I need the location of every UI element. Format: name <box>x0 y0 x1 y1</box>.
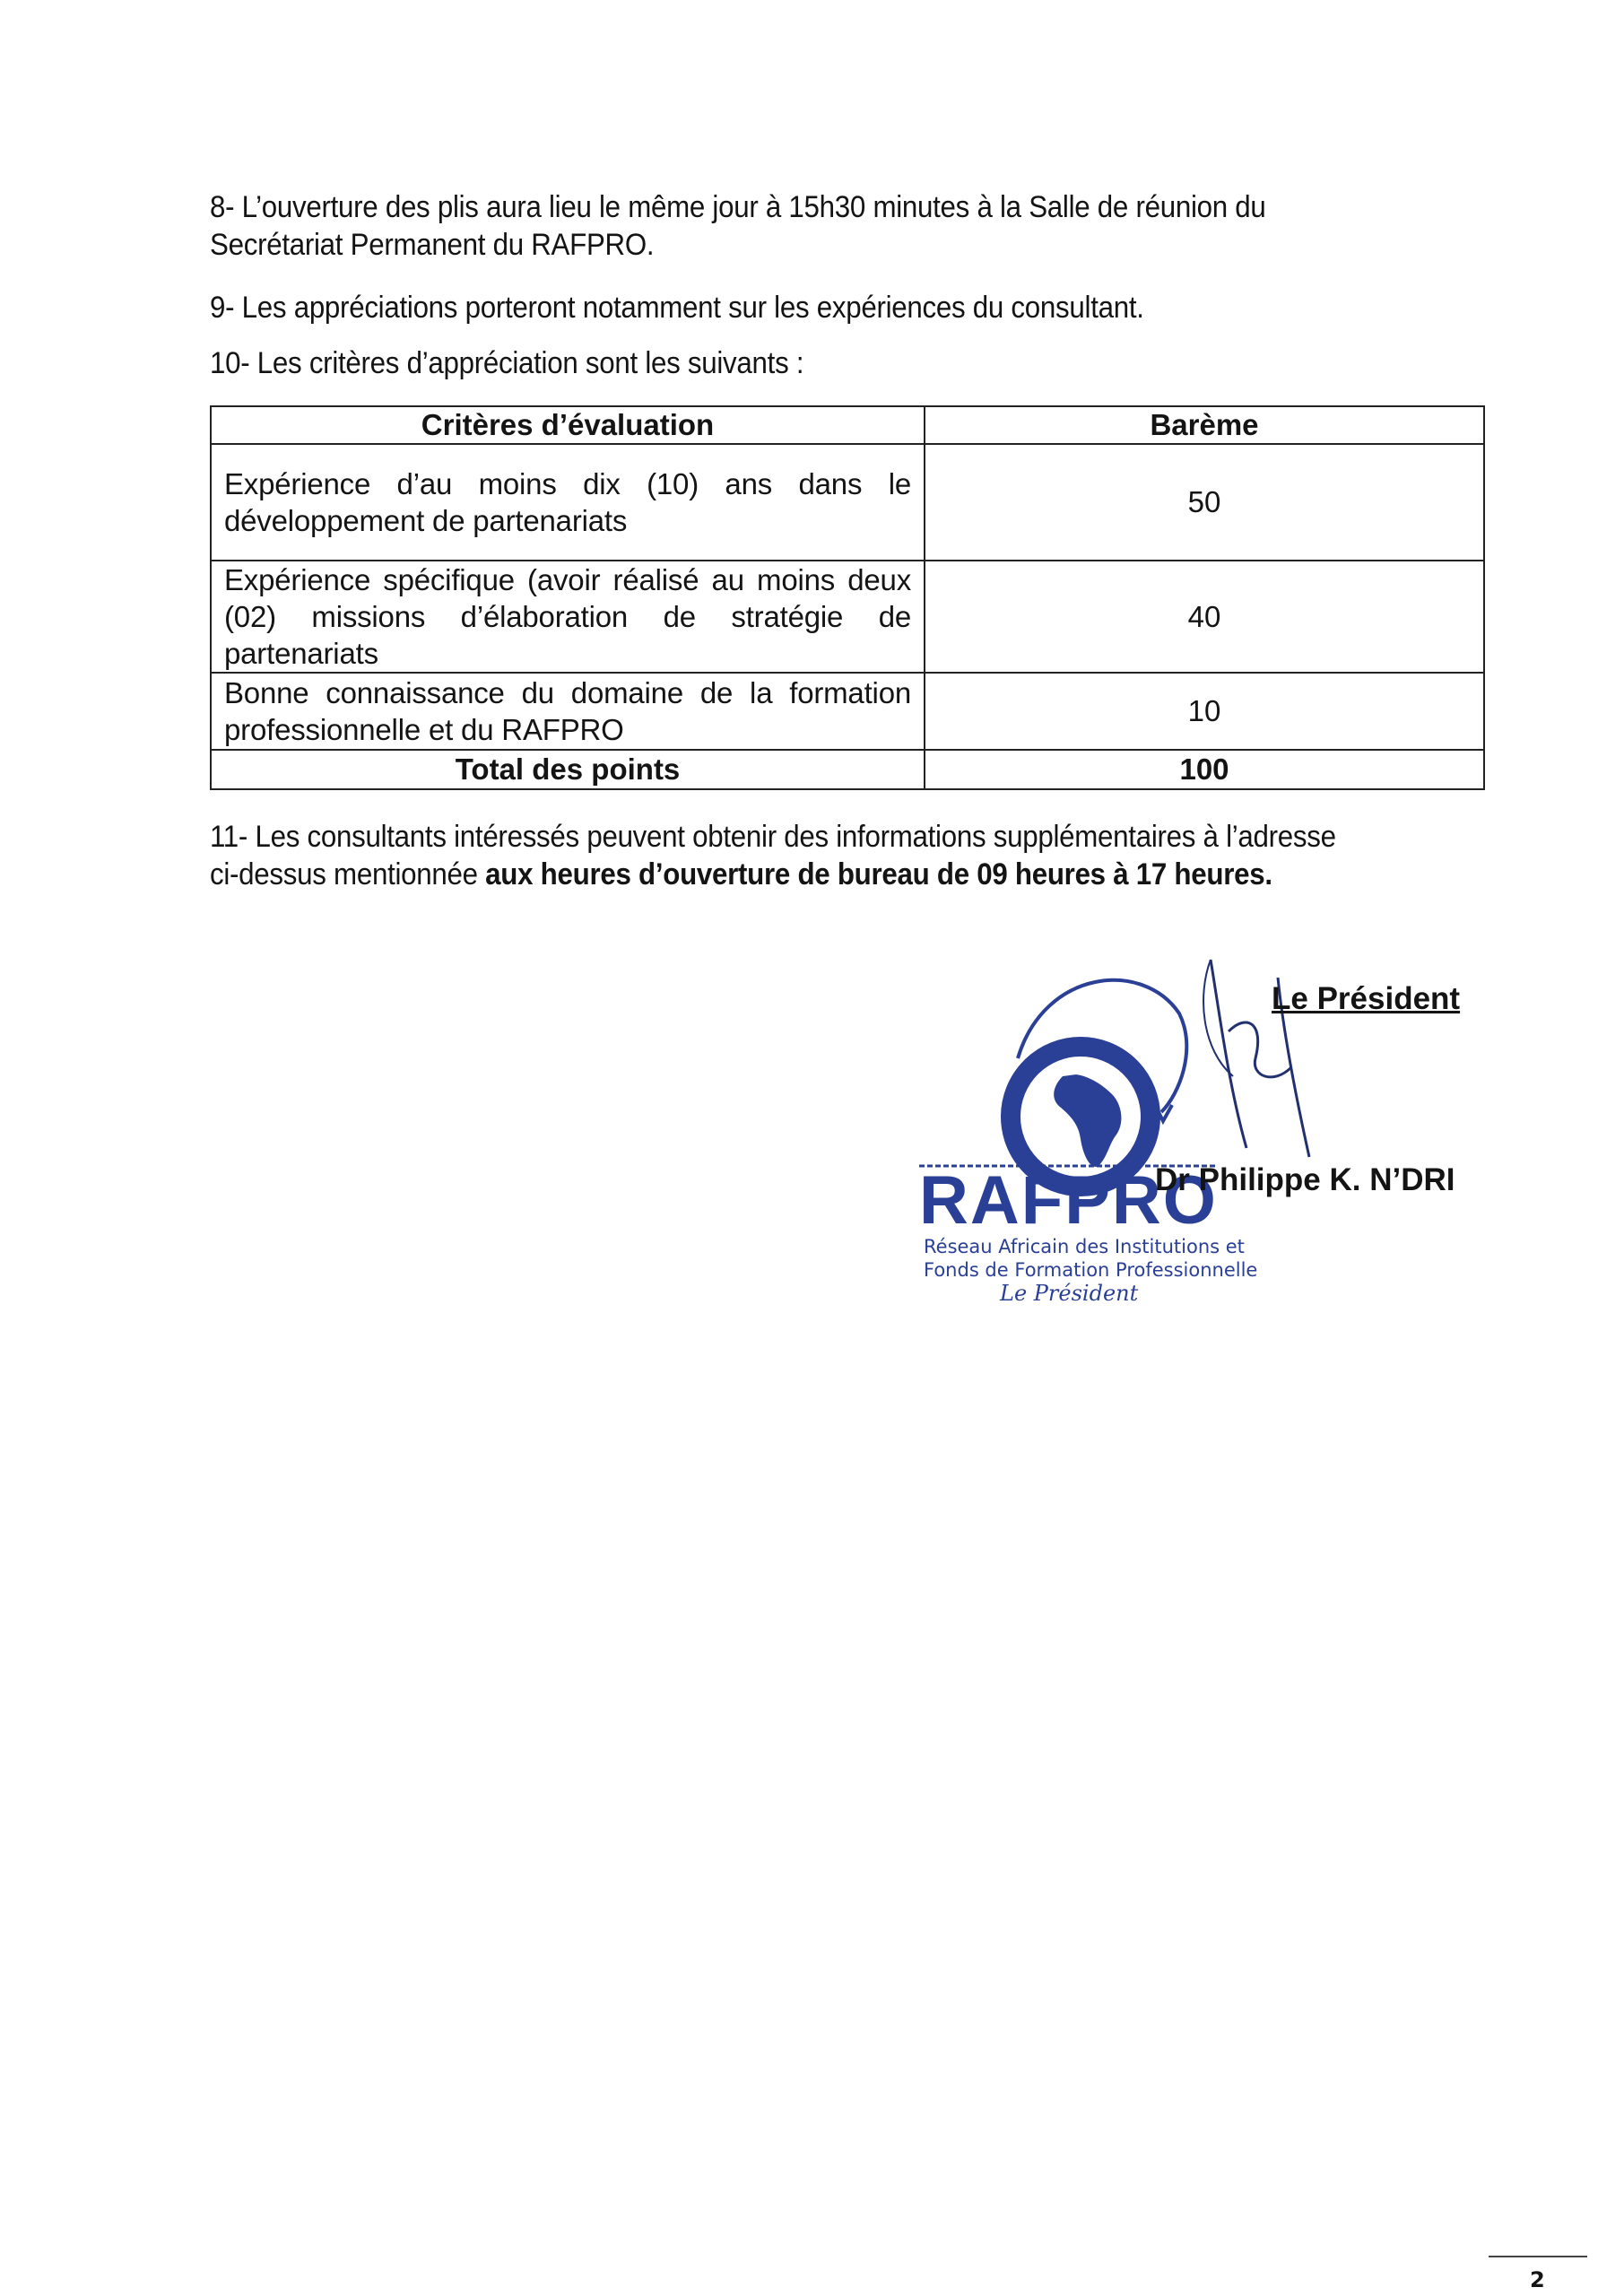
criterion-cell: Expérience d’au moins dix (10) ans dans le développement de partenariats <box>211 444 925 561</box>
total-score: 100 <box>925 750 1484 789</box>
table-header-row <box>211 406 1484 444</box>
paragraph-11-text: 11- Les consultants intéressés peuvent obtenir des informations supplémentaires à l’adresse ci-dessus mentionnée <box>210 820 1336 891</box>
paragraph-9: 9- Les appréciations porteront notamment sur les expériences du consultant. <box>210 291 1144 325</box>
stamp-logo-text: RAFPRO <box>919 1162 1218 1239</box>
signatory-title: Le Président <box>1272 981 1461 1016</box>
score-cell: 10 <box>925 673 1484 750</box>
table-row <box>211 561 1484 673</box>
score-cell: 50 <box>925 444 1484 561</box>
table-row <box>211 444 1484 561</box>
total-label: Total des points <box>211 750 925 789</box>
total-row <box>211 750 1484 789</box>
signatory-name: Dr Philippe K. N’DRI <box>1155 1162 1455 1197</box>
stamp-line-1: Réseau Africain des Institutions et <box>924 1236 1245 1257</box>
table-row <box>211 673 1484 750</box>
paragraph-11 <box>210 818 1349 893</box>
paragraph-8: 8- L’ouverture des plis aura lieu le même jour à 15h30 minutes à la Salle de réunion du Secrétariat Permanent du RAFPRO. <box>210 190 1266 262</box>
paragraph-10: 10- Les critères d’appréciation sont les suivants : <box>210 346 804 380</box>
score-column-header: Barème <box>925 406 1484 444</box>
paragraph-11-office-hours: aux heures d’ouverture de bureau de 09 heures à 17 heures. <box>485 857 1272 891</box>
handwritten-signature-icon <box>1193 942 1372 1175</box>
criterion-cell: Expérience spécifique (avoir réalisé au moins deux (02) missions d’élaboration de stratégie de partenariats <box>211 561 925 673</box>
criterion-cell: Bonne connaissance du domaine de la formation professionnelle et du RAFPRO <box>211 673 925 750</box>
footer-rule <box>1489 2256 1587 2257</box>
stamp-line-2: Fonds de Formation Professionnelle <box>924 1259 1258 1281</box>
evaluation-criteria-table <box>210 405 1485 790</box>
score-cell: 40 <box>925 561 1484 673</box>
page-number: 2 <box>1530 2267 1545 2292</box>
criteria-column-header: Critères d’évaluation <box>211 406 925 444</box>
stamp-line-3: Le Président <box>1000 1281 1139 1306</box>
